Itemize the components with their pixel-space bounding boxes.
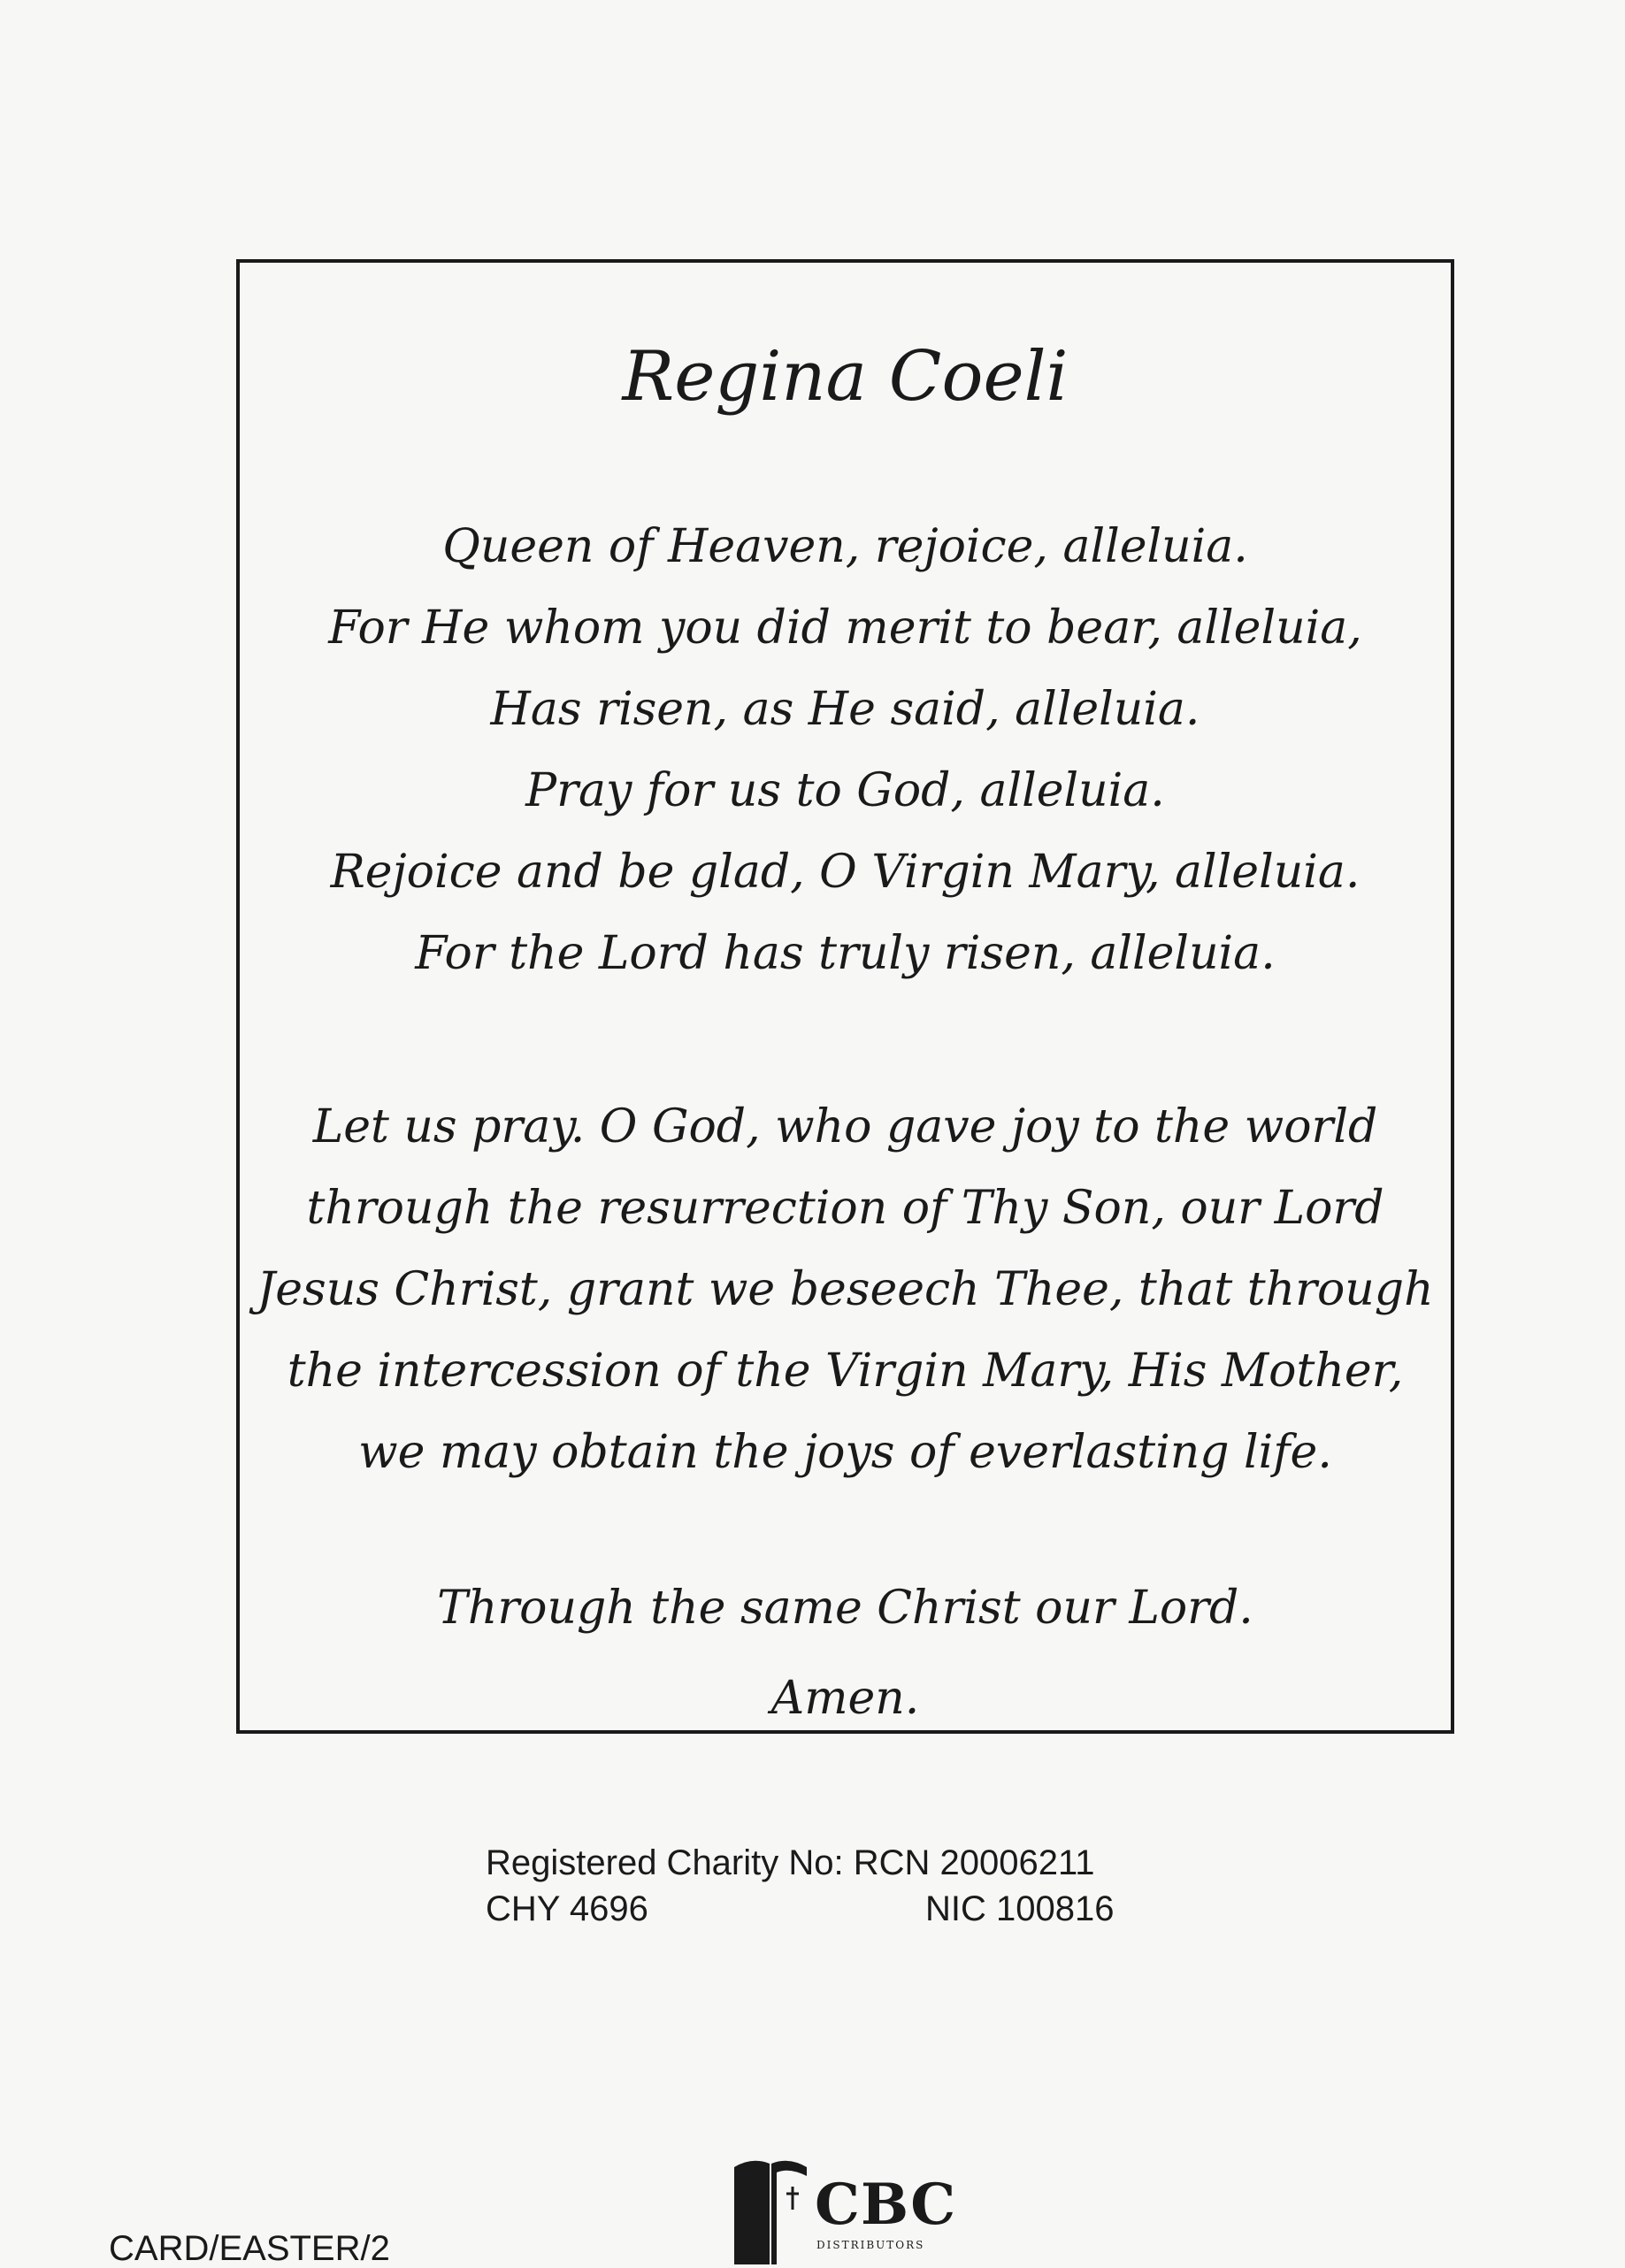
amen-line: Amen. bbox=[770, 1672, 920, 1725]
verse-first-stanza bbox=[240, 506, 1451, 994]
verse-line: we may obtain the joys of everlasting life. bbox=[358, 1426, 1332, 1479]
verse-line: Rejoice and be glad, O Virgin Mary, alleluia. bbox=[330, 846, 1361, 899]
publisher-logo bbox=[731, 2155, 957, 2264]
charity-numbers-row bbox=[486, 1886, 1115, 1932]
verse-line: Pray for us to God, alleluia. bbox=[525, 764, 1165, 817]
verse-line: Queen of Heaven, rejoice, alleluia. bbox=[442, 520, 1248, 573]
verse-line: Jesus Christ, grant we beseech Thee, that through bbox=[257, 1263, 1434, 1316]
closing-line: Through the same Christ our Lord. bbox=[437, 1582, 1253, 1635]
book-icon bbox=[731, 2155, 810, 2264]
charity-registration: Registered Charity No: RCN 20006211 bbox=[486, 1843, 1095, 1882]
verse-line: For the Lord has truly risen, alleluia. bbox=[415, 927, 1276, 980]
verse-line: Has risen, as He said, alleluia. bbox=[490, 683, 1200, 736]
nic-number: NIC 100816 bbox=[925, 1889, 1115, 1928]
charity-info bbox=[486, 1840, 1115, 1932]
product-code: CARD/EASTER/2 bbox=[109, 2229, 390, 2268]
verse-line: the intercession of the Virgin Mary, His Mother, bbox=[287, 1345, 1404, 1398]
prayer-title: Regina Coeli bbox=[622, 337, 1069, 417]
chy-number: CHY 4696 bbox=[486, 1889, 648, 1928]
publisher-name: CBC bbox=[815, 2172, 957, 2238]
verse-line: For He whom you did merit to bear, alleluia, bbox=[328, 601, 1362, 655]
prayer-card-frame bbox=[236, 259, 1454, 1734]
verse-line: through the resurrection of Thy Son, our Lord bbox=[306, 1182, 1384, 1235]
verse-line: Let us pray. O God, who gave joy to the world bbox=[312, 1100, 1378, 1153]
publisher-subtitle: DISTRIBUTORS bbox=[816, 2239, 925, 2251]
verse-second-stanza bbox=[240, 1086, 1451, 1493]
